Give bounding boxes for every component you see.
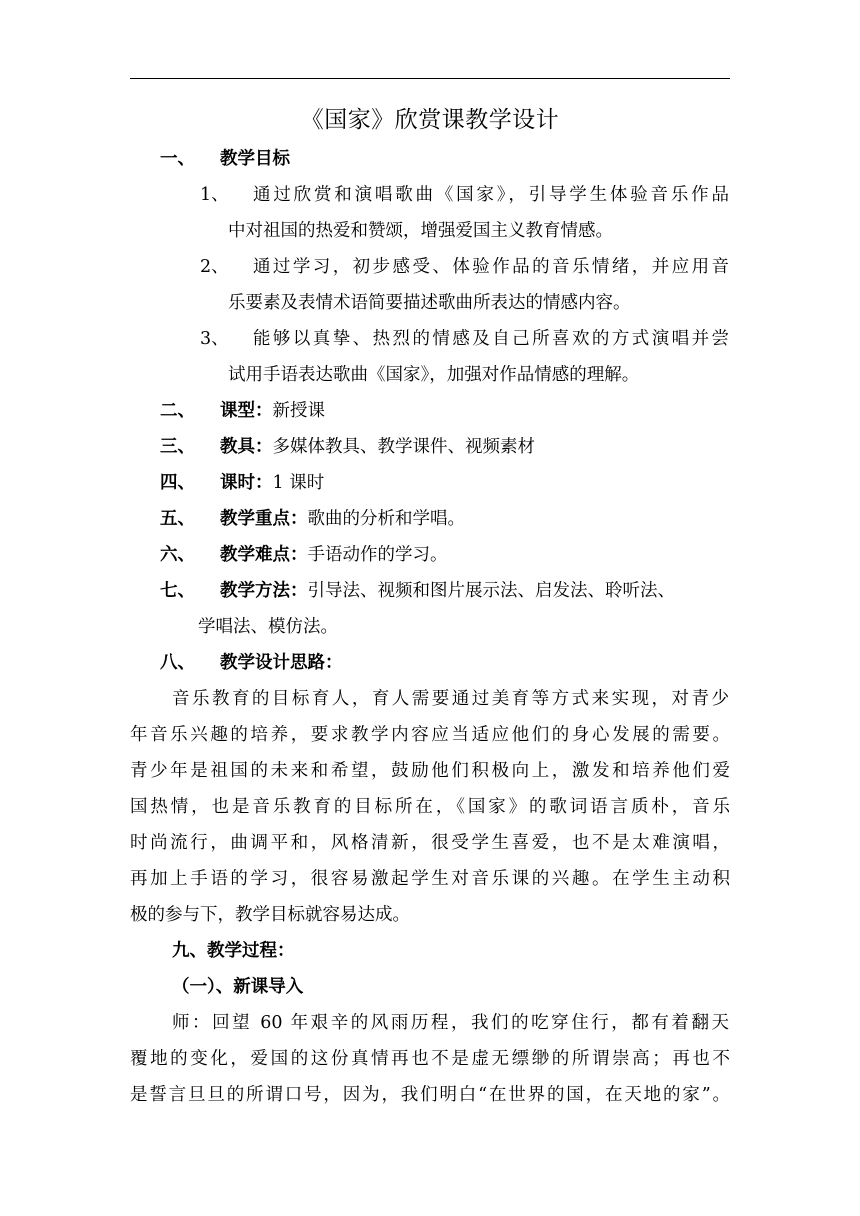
intro-paragraph-line-3: 是誓言旦旦的所谓口号，因为，我们明白“在世界的国，在天地的家”。 bbox=[130, 1085, 730, 1105]
section-9-heading: 九、教学过程： bbox=[172, 941, 295, 961]
section-6-colon: ： bbox=[290, 545, 308, 565]
section-7-text: 引导法、视频和图片展示法、启发法、聆听法、 bbox=[307, 581, 675, 601]
section-2-number: 二、 bbox=[160, 401, 195, 421]
objective-3-number: 3、 bbox=[200, 329, 229, 349]
section-4-line bbox=[220, 471, 324, 495]
section-4-text: 1 课时 bbox=[272, 473, 325, 493]
section-5-colon: ： bbox=[290, 509, 308, 529]
section-2-text: 新授课 bbox=[272, 401, 325, 421]
section-1-heading: 教学目标 bbox=[220, 149, 290, 169]
objective-2-line2: 乐要素及表情术语简要描述歌曲所表达的情感内容。 bbox=[228, 293, 631, 313]
objective-2-number: 2、 bbox=[200, 257, 229, 277]
section-5-label: 教学重点 bbox=[220, 509, 290, 529]
section-2-colon: ： bbox=[255, 401, 273, 421]
objective-1-number: 1、 bbox=[200, 185, 229, 205]
section-3-text: 多媒体教具、教学课件、视频素材 bbox=[272, 437, 535, 457]
design-paragraph-line-6: 再加上手语的学习，很容易激起学生对音乐课的兴趣。在学生主动积 bbox=[130, 869, 730, 889]
subsection-intro-heading: （一）、新课导入 bbox=[172, 977, 304, 997]
section-4-number: 四、 bbox=[160, 473, 195, 493]
page-title: 《国家》欣赏课教学设计 bbox=[300, 107, 560, 133]
section-6-number: 六、 bbox=[160, 545, 195, 565]
section-7-colon: ： bbox=[290, 581, 308, 601]
section-7-line2: 学唱法、模仿法。 bbox=[198, 617, 338, 637]
section-5-number: 五、 bbox=[160, 509, 195, 529]
objective-3-line2: 试用手语表达歌曲《国家》，加强对作品情感的理解。 bbox=[228, 365, 640, 385]
section-2-label: 课型 bbox=[220, 401, 255, 421]
section-4-colon: ： bbox=[255, 473, 273, 493]
section-1-number: 一、 bbox=[160, 149, 195, 169]
section-3-label: 教具 bbox=[220, 437, 255, 457]
section-7-line bbox=[220, 579, 675, 603]
objective-1-line2: 中对祖国的热爱和赞颂，增强爱国主义教育情感。 bbox=[228, 221, 613, 241]
section-2-line bbox=[220, 399, 325, 423]
design-paragraph-line-3: 青少年是祖国的未来和希望，鼓励他们积极向上，激发和培养他们爱 bbox=[130, 761, 730, 781]
design-paragraph-line-2: 年音乐兴趣的培养，要求教学内容应当适应他们的身心发展的需要。 bbox=[130, 725, 730, 745]
design-paragraph-line-5: 时尚流行，曲调平和，风格清新，很受学生喜爱，也不是太难演唱， bbox=[130, 833, 730, 853]
section-6-line bbox=[220, 543, 448, 567]
header-rule bbox=[130, 78, 730, 79]
section-6-label: 教学难点 bbox=[220, 545, 290, 565]
design-paragraph-line-1: 音乐教育的目标育人，育人需要通过美育等方式来实现，对青少 bbox=[172, 689, 729, 709]
intro-paragraph-line-1: 师：回望 60 年艰辛的风雨历程，我们的吃穿住行，都有着翻天 bbox=[172, 1013, 729, 1033]
section-3-number: 三、 bbox=[160, 437, 195, 457]
section-7-number: 七、 bbox=[160, 581, 195, 601]
objective-2-line1: 通过学习，初步感受、体验作品的音乐情绪，并应用音 bbox=[253, 257, 729, 277]
design-paragraph-line-4: 国热情，也是音乐教育的目标所在，《国家》的歌词语言质朴，音乐 bbox=[130, 797, 730, 817]
intro-paragraph-line-2: 覆地的变化，爱国的这份真情再也不是虚无缥缈的所谓崇高；再也不 bbox=[130, 1049, 730, 1069]
objective-1-line1: 通过欣赏和演唱歌曲《国家》，引导学生体验音乐作品 bbox=[253, 185, 729, 205]
section-6-text: 手语动作的学习。 bbox=[307, 545, 448, 565]
section-8-number: 八、 bbox=[160, 653, 195, 673]
objective-3-line1: 能够以真挚、热烈的情感及自己所喜欢的方式演唱并尝 bbox=[253, 329, 729, 349]
section-5-text: 歌曲的分析和学唱。 bbox=[307, 509, 465, 529]
section-3-line bbox=[220, 435, 535, 459]
section-3-colon: ： bbox=[255, 437, 273, 457]
section-4-label: 课时 bbox=[220, 473, 255, 493]
section-7-label: 教学方法 bbox=[220, 581, 290, 601]
design-paragraph-line-7: 极的参与下，教学目标就容易达成。 bbox=[130, 905, 410, 925]
section-5-line bbox=[220, 507, 465, 531]
section-8-heading: 教学设计思路： bbox=[220, 653, 343, 673]
